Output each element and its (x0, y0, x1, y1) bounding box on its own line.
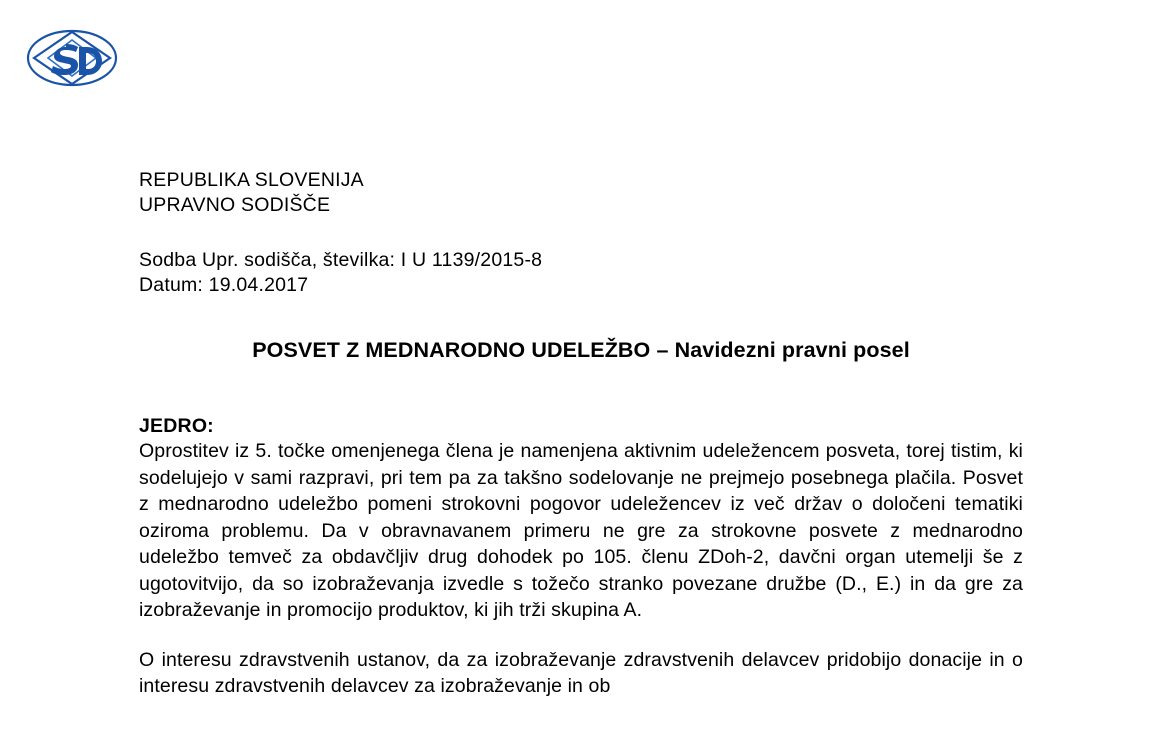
case-number-line: Sodba Upr. sodišča, številka: I U 1139/2015-8 (139, 249, 543, 271)
organization-block (139, 168, 1023, 218)
organization-line-country: REPUBLIKA SLOVENIJA (139, 169, 364, 191)
document-date-line: Datum: 19.04.2017 (139, 274, 309, 296)
organization-line-court: UPRAVNO SODIŠČE (139, 194, 331, 216)
paragraph: O interesu zdravstvenih ustanov, da za izobraževanje zdravstvenih delavcev pridobijo donacije in o interesu zdravstvenih delavcev za izobraževanje in ob (139, 648, 1023, 697)
court-emblem-logo (24, 22, 120, 94)
page-title: POSVET Z MEDNARODNO UDELEŽBO – Navidezni pravni posel (252, 338, 910, 362)
section-label-jedro: JEDRO: (139, 415, 214, 437)
paragraph: Oprostitev iz 5. točke omenjenega člena je namenjena aktivnim udeležencem posveta, torej tistim, ki sodelujejo v sami razpravi, pri tem pa za takšno sodelovanje ne prejmejo posebnega plačila. Posvet z mednarodno udeležbo pomeni strokovni pogovor udeležencev iz več držav o določeni tematiki oziroma problemu. Da v obravnavanem primeru ne gre za strokovne posvete z mednarodno udeležbo temveč za obdavčljiv drug dohodek po 105. členu ZDoh-2, davčni organ utemelji še z ugotovitvijo, da so izobraževanja izvedle s tožečo stranko povezane družbe (D., E.) in da gre za izobraževanje in promocijo produktov, ki jih trži skupina A. (139, 440, 1023, 621)
document-meta (139, 248, 1023, 298)
document-body (139, 168, 1023, 700)
